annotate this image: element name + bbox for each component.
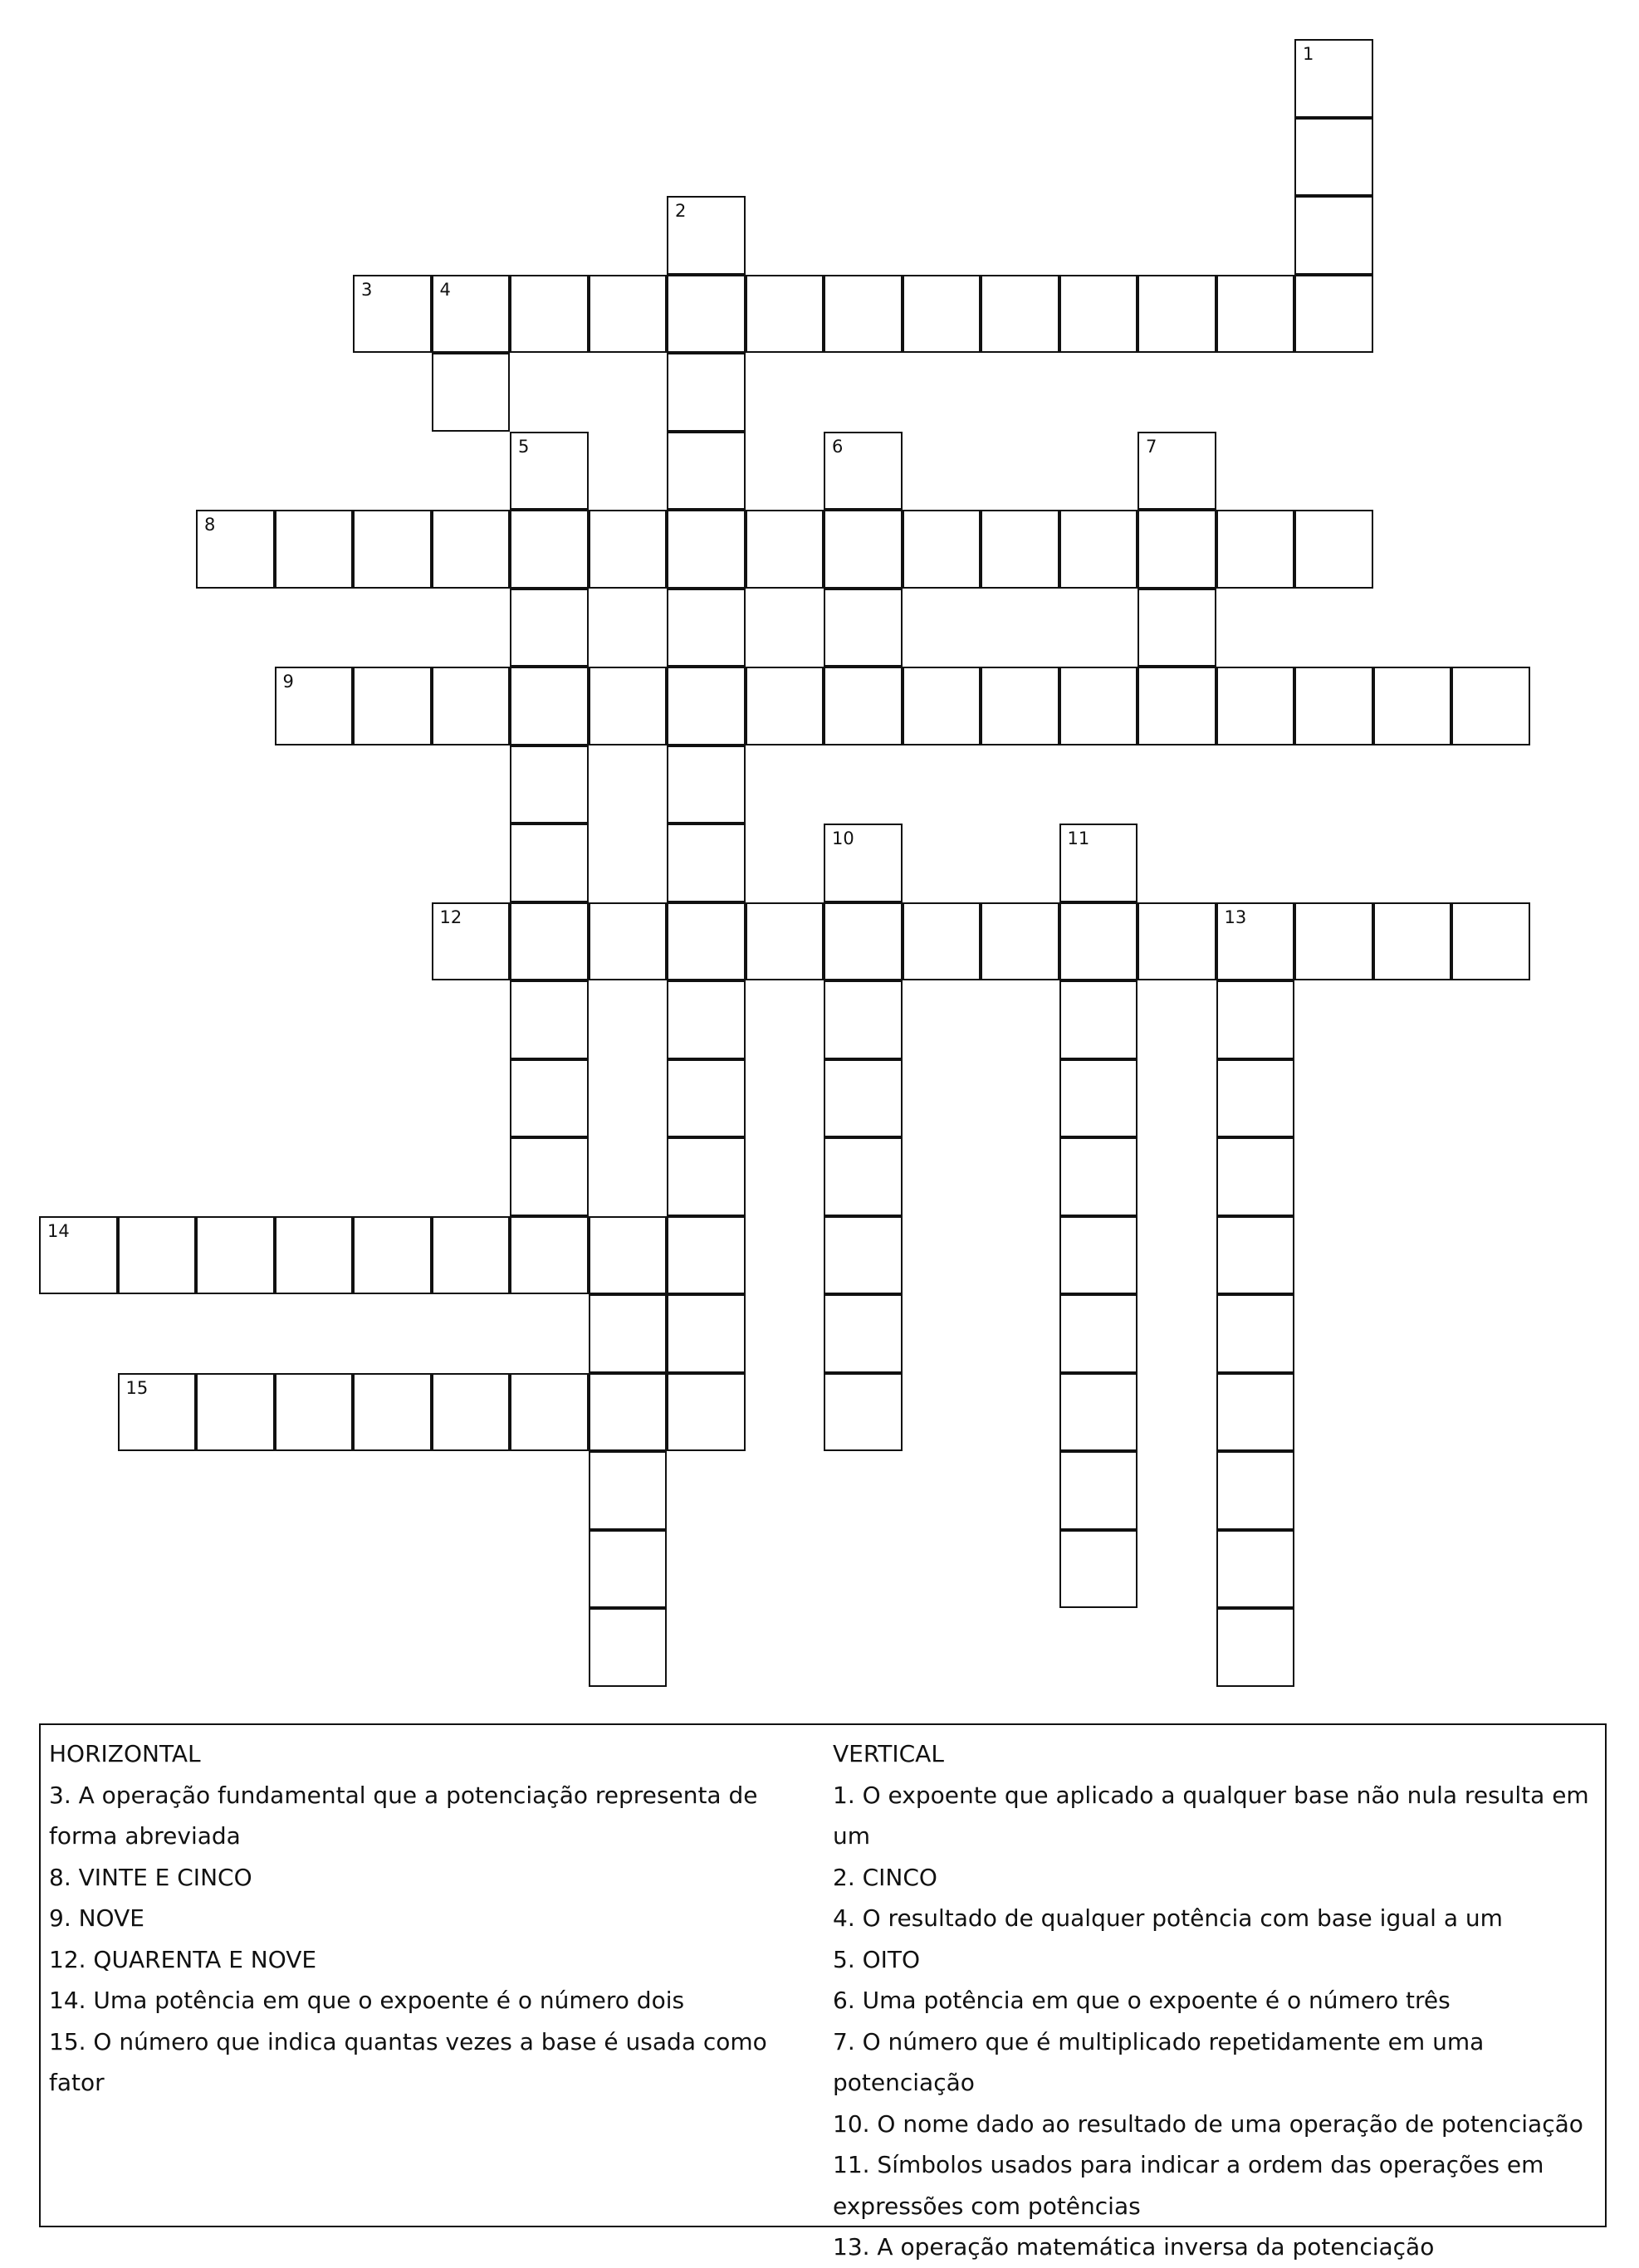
- grid-cell[interactable]: [353, 275, 432, 354]
- grid-cell[interactable]: [1138, 275, 1216, 354]
- vertical-clues: [833, 1733, 1605, 2268]
- grid-cell[interactable]: [824, 667, 903, 745]
- grid-cell[interactable]: [824, 1137, 903, 1216]
- grid-cell[interactable]: [667, 667, 746, 745]
- clue-down-13: 13. A operação matemática inversa da potenciação: [833, 2233, 1435, 2261]
- grid-cell[interactable]: [824, 902, 903, 981]
- grid-cell[interactable]: [667, 589, 746, 667]
- clue-across-14: 14. Uma potência em que o expoente é o número dois: [49, 1987, 685, 2014]
- grid-cell[interactable]: [824, 432, 903, 511]
- grid-cell[interactable]: [510, 432, 589, 511]
- grid-cell[interactable]: [903, 510, 981, 589]
- clues-box: [39, 1723, 1607, 2261]
- grid-cell[interactable]: [196, 1216, 275, 1295]
- grid-cell[interactable]: [1294, 667, 1373, 745]
- grid-cell[interactable]: [510, 1373, 589, 1452]
- grid-cell[interactable]: [1216, 1137, 1295, 1216]
- clue-down-4: 4. O resultado de qualquer potência com base igual a um: [833, 1904, 1503, 1932]
- grid-cell[interactable]: [432, 353, 511, 432]
- grid-cell[interactable]: [1138, 432, 1216, 511]
- grid-cell[interactable]: [353, 1373, 432, 1452]
- grid-cell[interactable]: [824, 1373, 903, 1452]
- grid-cell[interactable]: [1216, 1373, 1295, 1452]
- grid-cell[interactable]: [667, 1137, 746, 1216]
- grid-cell[interactable]: [118, 1216, 197, 1295]
- vertical-title: VERTICAL: [833, 1740, 944, 1767]
- clue-number: 6: [832, 436, 844, 457]
- grid-cell[interactable]: [1059, 824, 1138, 902]
- grid-cell[interactable]: [589, 1451, 668, 1530]
- grid-cell[interactable]: [1216, 1451, 1295, 1530]
- clue-number: 9: [282, 672, 294, 692]
- grid-cell[interactable]: [746, 902, 824, 981]
- grid-cell[interactable]: [589, 1608, 668, 1687]
- grid-cell[interactable]: [353, 510, 432, 589]
- grid-cell[interactable]: [824, 510, 903, 589]
- grid-cell[interactable]: [746, 667, 824, 745]
- grid-cell[interactable]: [275, 1216, 354, 1295]
- grid-cell[interactable]: [746, 510, 824, 589]
- clue-number: 8: [204, 515, 216, 535]
- grid-cell[interactable]: [1294, 39, 1373, 118]
- horizontal-clues: [49, 1733, 821, 2104]
- grid-cell[interactable]: [589, 667, 668, 745]
- grid-cell[interactable]: [1059, 980, 1138, 1059]
- clue-down-7: 7. O número que é multiplicado repetidamente em uma potenciação: [833, 2027, 1485, 2096]
- grid-cell[interactable]: [196, 510, 275, 589]
- grid-cell[interactable]: [432, 1216, 511, 1295]
- clue-down-2: 2. CINCO: [833, 1863, 937, 1891]
- grid-cell[interactable]: [1216, 980, 1295, 1059]
- grid-cell[interactable]: [1138, 902, 1216, 981]
- grid-cell[interactable]: [196, 1373, 275, 1452]
- grid-cell[interactable]: [746, 275, 824, 354]
- grid-cell[interactable]: [903, 902, 981, 981]
- grid-cell[interactable]: [589, 1373, 668, 1452]
- grid-cell[interactable]: [589, 1294, 668, 1373]
- grid-cell[interactable]: [1216, 1530, 1295, 1609]
- grid-cell[interactable]: [1294, 118, 1373, 197]
- grid-cell[interactable]: [903, 275, 981, 354]
- clue-number: 13: [1224, 907, 1247, 927]
- grid-cell[interactable]: [1059, 1451, 1138, 1530]
- clue-number: 1: [1303, 44, 1314, 64]
- grid-cell[interactable]: [1059, 902, 1138, 981]
- horizontal-title: HORIZONTAL: [49, 1740, 201, 1767]
- grid-cell[interactable]: [667, 1373, 746, 1452]
- grid-cell[interactable]: [667, 1294, 746, 1373]
- clue-down-1: 1. O expoente que aplicado a qualquer base não nula resulta em um: [833, 1781, 1589, 1850]
- grid-cell[interactable]: [1059, 1059, 1138, 1138]
- grid-cell[interactable]: [353, 667, 432, 745]
- grid-cell[interactable]: [1216, 667, 1295, 745]
- grid-cell[interactable]: [1294, 902, 1373, 981]
- clue-number: 15: [125, 1377, 149, 1398]
- grid-cell[interactable]: [510, 824, 589, 902]
- grid-cell[interactable]: [432, 1373, 511, 1452]
- clue-number: 2: [675, 201, 687, 221]
- grid-cell[interactable]: [1216, 1608, 1295, 1687]
- grid-cell[interactable]: [1216, 275, 1295, 354]
- grid-cell[interactable]: [275, 1373, 354, 1452]
- grid-cell[interactable]: [981, 275, 1059, 354]
- grid-cell[interactable]: [1059, 1530, 1138, 1609]
- clue-number: 12: [439, 907, 462, 927]
- clue-number: 10: [832, 829, 854, 848]
- grid-cell[interactable]: [1451, 902, 1530, 981]
- grid-cell[interactable]: [1059, 1216, 1138, 1295]
- clue-across-12: 12. QUARENTA E NOVE: [49, 1945, 317, 1973]
- grid-cell[interactable]: [1059, 510, 1138, 589]
- grid-cell[interactable]: [667, 745, 746, 824]
- clue-down-5: 5. OITO: [833, 1945, 921, 1973]
- grid-cell[interactable]: [824, 1294, 903, 1373]
- grid-cell[interactable]: [667, 353, 746, 432]
- grid-cell[interactable]: [824, 980, 903, 1059]
- grid-cell[interactable]: [353, 1216, 432, 1295]
- grid-cell[interactable]: [510, 275, 589, 354]
- grid-cell[interactable]: [667, 824, 746, 902]
- grid-cell[interactable]: [1294, 275, 1373, 354]
- clue-across-15: 15. O número que indica quantas vezes a base é usada como fator: [49, 2027, 767, 2096]
- grid-cell[interactable]: [981, 667, 1059, 745]
- grid-cell[interactable]: [1216, 510, 1295, 589]
- grid-cell[interactable]: [981, 510, 1059, 589]
- grid-cell[interactable]: [1059, 275, 1138, 354]
- grid-cell[interactable]: [824, 275, 903, 354]
- grid-cell[interactable]: [1059, 1373, 1138, 1452]
- clue-number: 5: [518, 436, 530, 457]
- grid-cell[interactable]: [589, 1530, 668, 1609]
- grid-cell[interactable]: [118, 1373, 197, 1452]
- grid-cell[interactable]: [1216, 902, 1295, 981]
- clue-number: 7: [1146, 436, 1157, 457]
- clue-number: 14: [47, 1220, 70, 1241]
- grid-cell[interactable]: [510, 1137, 589, 1216]
- grid-cell[interactable]: [510, 589, 589, 667]
- grid-cell[interactable]: [510, 745, 589, 824]
- grid-cell[interactable]: [667, 1059, 746, 1138]
- clue-down-10: 10. O nome dado ao resultado de uma operação de potenciação: [833, 2109, 1583, 2138]
- grid-cell[interactable]: [1216, 1059, 1295, 1138]
- grid-cell[interactable]: [1373, 902, 1452, 981]
- grid-cell[interactable]: [667, 1216, 746, 1295]
- clue-down-11: 11. Símbolos usados para indicar a ordem das operações em expressões com potências: [833, 2151, 1544, 2220]
- clue-number: 11: [1067, 829, 1090, 848]
- clue-across-8: 8. VINTE E CINCO: [49, 1863, 252, 1891]
- grid-cell[interactable]: [275, 667, 354, 745]
- grid-cell[interactable]: [1451, 667, 1530, 745]
- grid-cell[interactable]: [589, 1216, 668, 1295]
- clue-across-9: 9. NOVE: [49, 1904, 144, 1932]
- grid-cell[interactable]: [667, 196, 746, 275]
- clue-number: 3: [361, 279, 373, 300]
- clue-down-6: 6. Uma potência em que o expoente é o número três: [833, 1987, 1451, 2014]
- grid-cell[interactable]: [1059, 667, 1138, 745]
- grid-cell[interactable]: [1373, 667, 1452, 745]
- grid-cell[interactable]: [275, 510, 354, 589]
- grid-cell[interactable]: [39, 1216, 118, 1295]
- grid-cell[interactable]: [824, 1059, 903, 1138]
- grid-cell[interactable]: [510, 510, 589, 589]
- grid-cell[interactable]: [1216, 1294, 1295, 1373]
- grid-cell[interactable]: [1138, 667, 1216, 745]
- grid-cell[interactable]: [667, 510, 746, 589]
- clue-across-3: 3. A operação fundamental que a potenciação representa de forma abreviada: [49, 1781, 758, 1850]
- grid-cell[interactable]: [510, 667, 589, 745]
- grid-cell[interactable]: [667, 902, 746, 981]
- grid-cell[interactable]: [432, 667, 511, 745]
- grid-cell[interactable]: [1138, 510, 1216, 589]
- grid-cell[interactable]: [510, 980, 589, 1059]
- grid-cell[interactable]: [1059, 1294, 1138, 1373]
- grid-cell[interactable]: [824, 1216, 903, 1295]
- grid-cell[interactable]: [432, 510, 511, 589]
- grid-cell[interactable]: [510, 902, 589, 981]
- grid-cell[interactable]: [589, 510, 668, 589]
- grid-cell[interactable]: [981, 902, 1059, 981]
- grid-cell[interactable]: [667, 980, 746, 1059]
- grid-cell[interactable]: [1294, 510, 1373, 589]
- grid-cell[interactable]: [432, 275, 511, 354]
- grid-cell[interactable]: [589, 275, 668, 354]
- grid-cell[interactable]: [1138, 589, 1216, 667]
- grid-cell[interactable]: [432, 902, 511, 981]
- grid-cell[interactable]: [824, 824, 903, 902]
- clue-number: 4: [439, 279, 451, 300]
- grid-cell[interactable]: [1059, 1137, 1138, 1216]
- grid-cell[interactable]: [510, 1059, 589, 1138]
- grid-cell[interactable]: [667, 432, 746, 511]
- grid-cell[interactable]: [1216, 1216, 1295, 1295]
- grid-cell[interactable]: [1294, 196, 1373, 275]
- grid-cell[interactable]: [667, 275, 746, 354]
- grid-cell[interactable]: [510, 1216, 589, 1295]
- grid-cell[interactable]: [589, 902, 668, 981]
- grid-cell[interactable]: [903, 667, 981, 745]
- grid-cell[interactable]: [824, 589, 903, 667]
